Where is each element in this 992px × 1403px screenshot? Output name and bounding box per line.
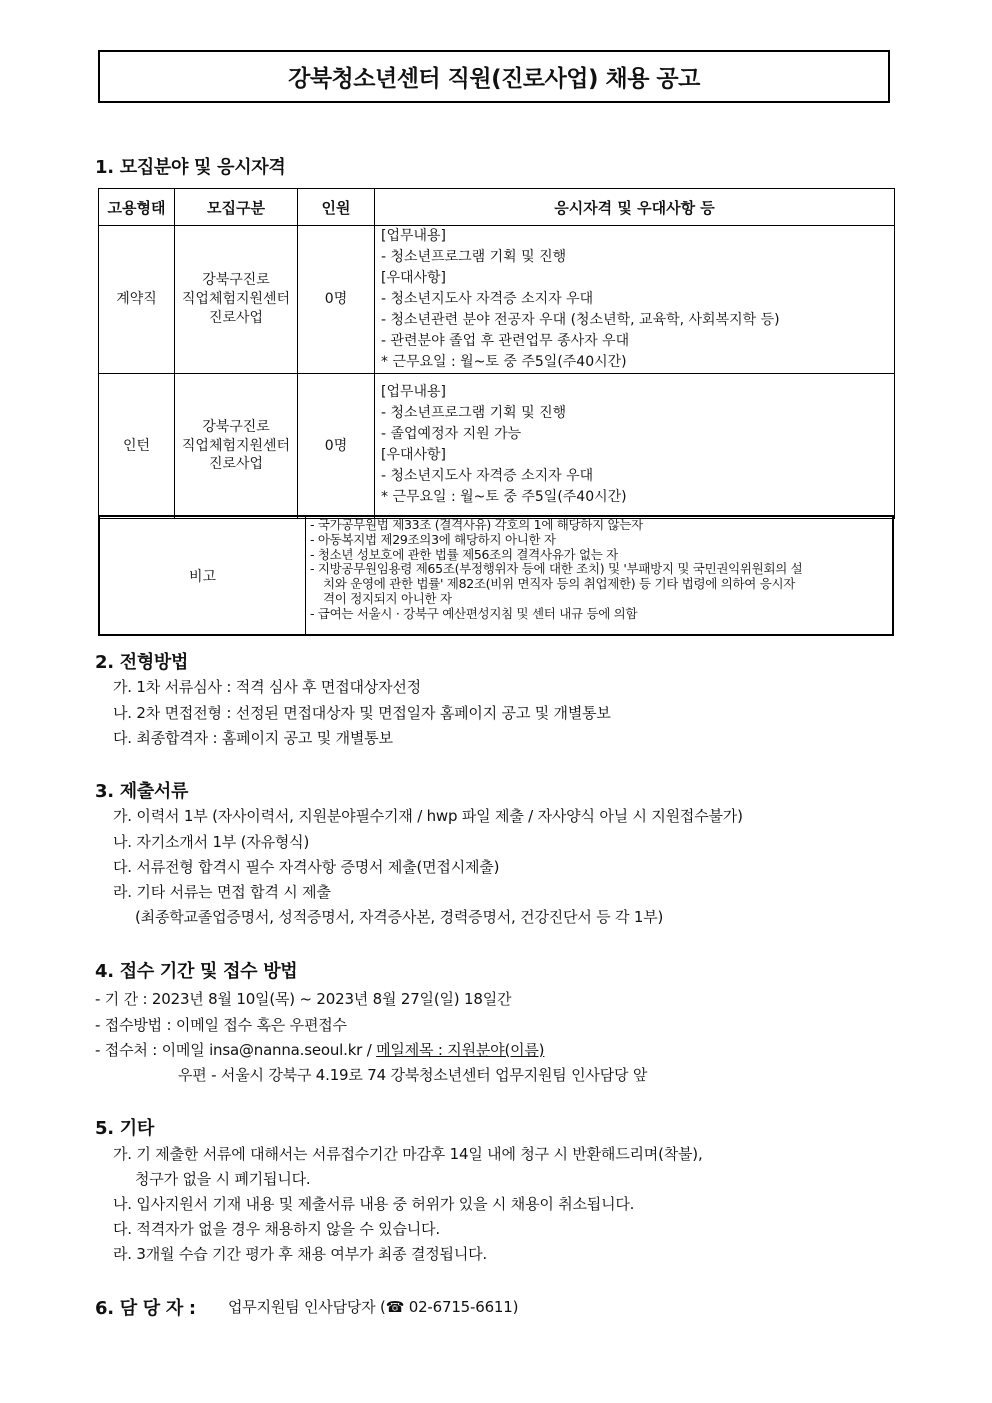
table-row — [99, 374, 895, 519]
qualification-line: - 청소년프로그램 기획 및 진행 — [381, 249, 567, 265]
qualification-line: - 청소년관련 분야 전공자 우대 (청소년학, 교육학, 사회복지학 등) — [381, 312, 780, 328]
table-row — [99, 226, 895, 374]
qualification-line: - 졸업예정자 지원 가능 — [381, 426, 522, 442]
remark-line: - 급여는 서울시 · 강북구 예산편성지침 및 센터 내규 등에 의함 — [310, 605, 638, 621]
contact-email: - 접수처 : 이메일 insa@nanna.seoul.kr / — [95, 1041, 377, 1059]
remarks-box — [98, 515, 894, 636]
section-3-heading: 3. 제출서류 — [95, 781, 189, 802]
document-item: 나. 자기소개서 1부 (자유형식) — [113, 833, 310, 851]
section-2-heading: 2. 전형방법 — [95, 652, 189, 673]
remark-line: - 아동복지법 제29조의3에 해당하지 아니한 자 — [310, 531, 556, 547]
selection-step: 나. 2차 면접전형 : 선정된 면접대상자 및 면접일자 홈페이지 공고 및 개별통보 — [113, 704, 611, 722]
headcount-cell: 0명 — [298, 374, 375, 519]
headcount-cell: 0명 — [298, 226, 375, 374]
col-header-qualifications: 응시자격 및 우대사항 등 — [375, 189, 895, 226]
col-header-headcount: 인원 — [298, 189, 375, 226]
employment-type-cell: 인턴 — [99, 374, 175, 519]
other-item: 다. 적격자가 없을 경우 채용하지 않을 수 있습니다. — [113, 1220, 440, 1238]
recruitment-table — [98, 188, 895, 519]
application-period: - 기 간 : 2023년 8월 10일(목) ~ 2023년 8월 27일(일) 18일간 — [95, 990, 512, 1008]
qualification-line: - 청소년프로그램 기획 및 진행 — [381, 405, 567, 421]
division-line: 직업체험지원센터 — [181, 291, 291, 308]
qualification-line: [업무내용] — [381, 384, 447, 400]
section-4-heading: 4. 접수 기간 및 접수 방법 — [95, 961, 298, 982]
employment-type-cell: 계약직 — [99, 226, 175, 374]
remarks-list — [305, 517, 892, 634]
remark-line: - 지방공무원임용령 제65조(부정행위자 등에 대한 조치) 및 '부패방지 및 국민권익위원회의 설 — [310, 561, 803, 577]
division-line: 진로사업 — [208, 456, 264, 473]
remark-line: - 청소년 성보호에 관한 법률 제56조의 결격사유가 없는 자 — [310, 546, 618, 562]
division-line: 강북구진로 — [202, 272, 270, 289]
remark-line: 치와 운영에 관한 법률' 제82조(비위 면직자 등의 취업제한) 등 기타 법령에 의하여 응시자 — [323, 576, 796, 592]
qualification-line: - 관련분야 졸업 후 관련업무 종사자 우대 — [381, 333, 630, 349]
selection-step: 다. 최종합격자 : 홈페이지 공고 및 개별통보 — [113, 729, 393, 747]
other-item-continued: 청구가 없을 시 폐기됩니다. — [135, 1170, 311, 1188]
col-header-employment-type: 고용형태 — [99, 189, 175, 226]
other-item: 가. 기 제출한 서류에 대해서는 서류접수기간 마감후 14일 내에 청구 시 반환해드리며(착불), — [113, 1145, 703, 1163]
mail-subject-format: 메일제목 : 지원분야(이름) — [376, 1041, 545, 1059]
qualification-line: [업무내용] — [381, 228, 447, 244]
contact-person: 업무지원팀 인사담당자 (☎ 02-6715-6611) — [228, 1298, 519, 1316]
application-method: - 접수방법 : 이메일 접수 혹은 우편접수 — [95, 1016, 347, 1034]
qualification-line: - 청소년지도사 자격증 소지자 우대 — [381, 291, 594, 307]
document-item-detail: (최종학교졸업증명서, 성적증명서, 자격증사본, 경력증명서, 건강진단서 등 각 1부) — [135, 908, 664, 926]
qualification-line: [우대사항] — [381, 270, 447, 286]
qualifications-cell — [375, 374, 895, 519]
selection-step: 가. 1차 서류심사 : 적격 심사 후 면접대상자선정 — [113, 678, 421, 696]
other-item: 라. 3개월 수습 기간 평가 후 채용 여부가 최종 결정됩니다. — [113, 1245, 487, 1263]
remark-line: 격이 정지되지 아니한 자 — [323, 590, 452, 606]
qualification-line: - 청소년지도사 자격증 소지자 우대 — [381, 468, 594, 484]
section-5-heading: 5. 기타 — [95, 1118, 154, 1139]
qualifications-cell — [375, 226, 895, 374]
qualification-line: [우대사항] — [381, 447, 447, 463]
section-6-heading: 6. 담 당 자 : — [95, 1298, 196, 1319]
qualification-line: * 근무요일 : 월~토 중 주5일(주40시간) — [381, 489, 627, 505]
division-cell — [175, 226, 298, 374]
division-cell — [175, 374, 298, 519]
section-1-heading: 1. 모집분야 및 응시자격 — [95, 157, 286, 178]
division-line: 진로사업 — [208, 309, 264, 326]
application-contact — [95, 1039, 544, 1060]
document-item: 라. 기타 서류는 면접 합격 시 제출 — [113, 883, 331, 901]
qualification-line: * 근무요일 : 월~토 중 주5일(주40시간) — [381, 354, 627, 370]
table-header-row — [99, 189, 895, 226]
remarks-label: 비고 — [188, 568, 217, 585]
remark-line: - 국가공무원법 제33조 (결격사유) 각호의 1에 해당하지 않는자 — [310, 517, 643, 532]
other-item: 나. 입사지원서 기재 내용 및 제출서류 내용 중 허위가 있을 시 채용이 취소됩니다. — [113, 1195, 635, 1213]
document-item: 다. 서류전형 합격시 필수 자격사항 증명서 제출(면접시제출) — [113, 858, 500, 876]
col-header-division: 모집구분 — [175, 189, 298, 226]
division-line: 강북구진로 — [202, 418, 270, 435]
document-item: 가. 이력서 1부 (자사이력서, 지원분야필수기재 / hwp 파일 제출 / 자사양식 아닐 시 지원접수불가) — [113, 807, 743, 825]
page-title: 강북청소년센터 직원(진로사업) 채용 공고 — [98, 50, 890, 103]
postal-address: 우편 - 서울시 강북구 4.19로 74 강북청소년센터 업무지원팀 인사담당 앞 — [178, 1066, 648, 1084]
division-line: 직업체험지원센터 — [181, 437, 291, 454]
